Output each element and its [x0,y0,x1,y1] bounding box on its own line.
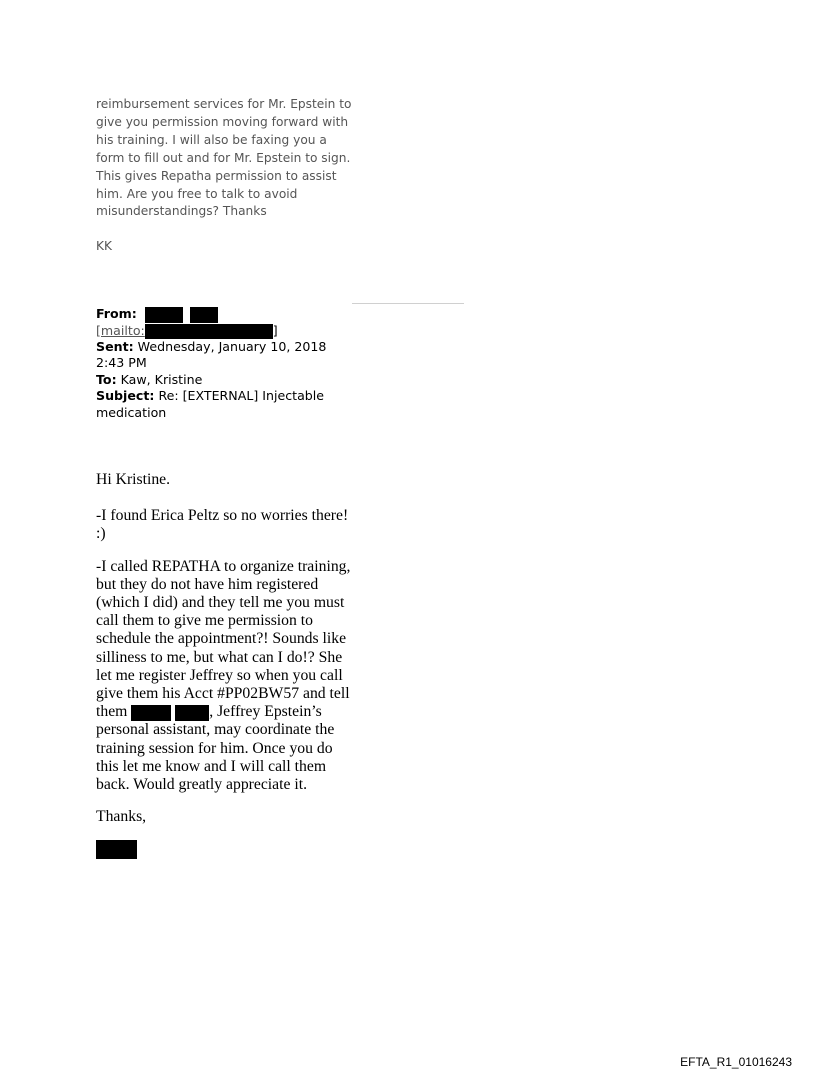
mailto-row [96,323,356,339]
body-text: , Jeffrey Epstein’s personal assistant, may coordinate the training session for him. Once you do this let me know and I will call them back. Would greatly appreciate it. [96,703,335,794]
sent-label: Sent: [96,338,134,354]
email-body [96,471,358,859]
sent-value: Wednesday, January 10, 2018 2:43 PM [96,338,327,371]
subject-value: Re: [EXTERNAL] Injectable medication [96,388,325,420]
email-header [96,306,356,421]
redaction-box [131,705,171,721]
from-label: From: [96,306,137,321]
greeting: Hi Kristine. [96,471,171,488]
separator-line [352,303,464,304]
body-paragraph: -I found Erica Peltz so no worries there! :) [96,507,349,543]
closing: Thanks, [96,808,147,826]
quoted-line: misunderstandings? Thanks [96,204,267,219]
quoted-line: This gives Repatha permission to assist [96,168,337,183]
quoted-line: form to fill out and for Mr. Epstein to sign. [96,150,351,165]
to-label: To: [96,371,117,387]
subject-label: Subject: [96,388,155,404]
body-paragraph [96,558,358,795]
to-row [96,372,356,388]
to-value: Kaw, Kristine [120,371,203,387]
quoted-line: him. Are you free to talk to avoid [96,186,298,201]
subject-row [96,388,356,421]
redaction-box [175,705,209,721]
mailto-link[interactable]: [mailto: [96,322,145,338]
redaction-box [145,324,273,339]
quoted-line: reimbursement services for Mr. Epstein to [96,97,352,111]
redaction-box [190,307,218,323]
signature-redaction [96,840,137,859]
quoted-signature: KK [96,239,112,254]
quoted-message [96,96,358,256]
body-text: -I called REPATHA to organize training, but they do not have him registered (which I did) and they tell me you must call them to give me permission to schedule the appointment?! Sounds like silliness to me, but what can I do!? She let me register Jeffrey so when you call give them his Acct #PP02BW57 and tell them [96,557,351,721]
quoted-line: give you permission moving forward with [96,114,349,129]
from-row [96,306,356,323]
mailto-close: ] [272,322,278,338]
quoted-line: his training. I will also be faxing you a [96,132,327,147]
redaction-box [145,307,183,323]
sent-row [96,339,356,372]
document-id: EFTA_R1_01016243 [680,1055,792,1069]
